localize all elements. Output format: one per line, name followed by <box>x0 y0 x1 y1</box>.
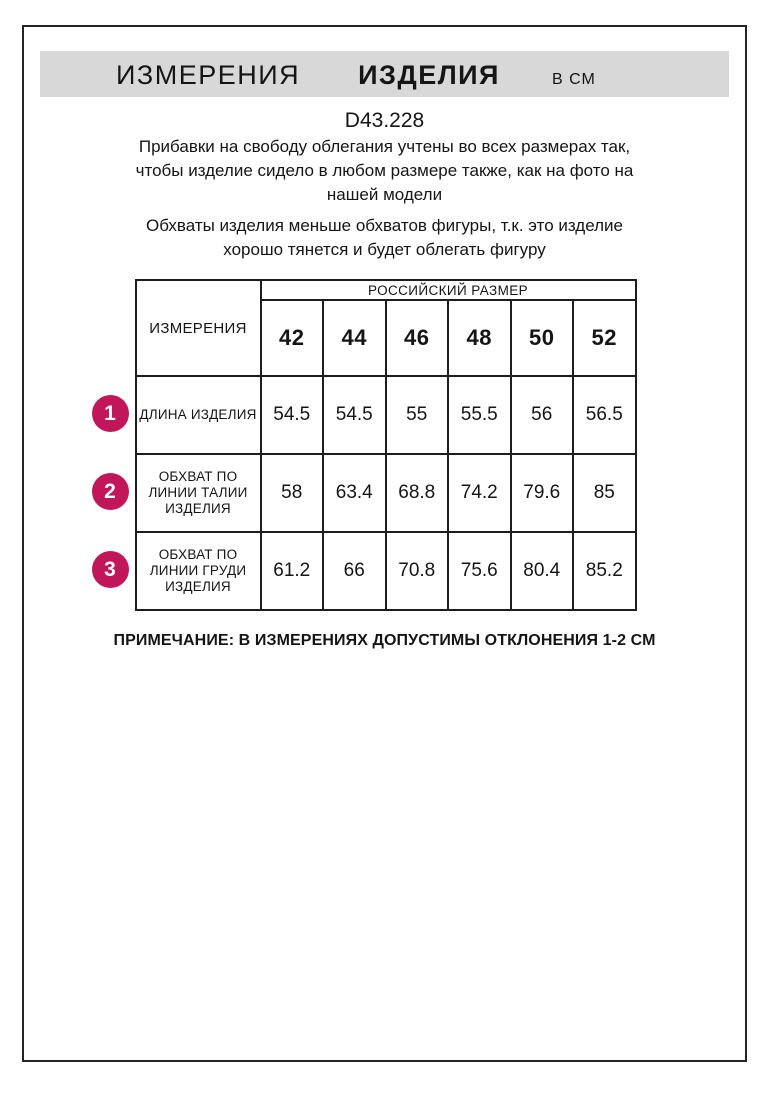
measurements-column-header: ИЗМЕРЕНИЯ <box>136 280 261 376</box>
page-border-frame <box>22 25 747 1062</box>
waist-value-52: 85 <box>573 454 636 532</box>
page-title-product: ИЗДЕЛИЯ <box>358 60 500 90</box>
row-number-badge-1: 1 <box>92 395 129 432</box>
length-value-44: 54.5 <box>323 376 386 454</box>
length-value-46: 55 <box>386 376 449 454</box>
waist-value-44: 63.4 <box>323 454 386 532</box>
size-header-42: 42 <box>261 300 324 376</box>
row-label-chest: ОБХВАТ ПО ЛИНИИ ГРУДИ ИЗДЕЛИЯ <box>136 532 261 610</box>
size-header-44: 44 <box>323 300 386 376</box>
waist-value-48: 74.2 <box>448 454 511 532</box>
length-value-48: 55.5 <box>448 376 511 454</box>
table-row-waist <box>136 454 636 532</box>
chest-value-46: 70.8 <box>386 532 449 610</box>
row-number-badge-2: 2 <box>92 473 129 510</box>
size-header-50: 50 <box>511 300 574 376</box>
chest-value-50: 80.4 <box>511 532 574 610</box>
row-number-badge-3: 3 <box>92 551 129 588</box>
size-table-wrapper <box>104 279 635 611</box>
table-row-length <box>136 376 636 454</box>
intro-paragraph-fit: Прибавки на свободу облегания учтены во всех размерах так, чтобы изделие сидело в любом размере также, как на фото на нашей модели <box>135 137 634 204</box>
chest-value-42: 61.2 <box>261 532 324 610</box>
waist-value-50: 79.6 <box>511 454 574 532</box>
tolerance-note: ПРИМЕЧАНИЕ: В ИЗМЕРЕНИЯХ ДОПУСТИМЫ ОТКЛОНЕНИЯ 1-2 СМ <box>113 632 656 649</box>
russian-size-header: РОССИЙСКИЙ РАЗМЕР <box>261 280 636 300</box>
size-header-48: 48 <box>448 300 511 376</box>
length-value-50: 56 <box>511 376 574 454</box>
table-row-chest <box>136 532 636 610</box>
chest-value-52: 85.2 <box>573 532 636 610</box>
size-table <box>135 279 637 611</box>
page-title-units: В СМ <box>551 71 596 88</box>
length-value-42: 54.5 <box>261 376 324 454</box>
waist-value-42: 58 <box>261 454 324 532</box>
waist-value-46: 68.8 <box>386 454 449 532</box>
page-title-bar <box>40 51 729 97</box>
row-label-length: ДЛИНА ИЗДЕЛИЯ <box>136 376 261 454</box>
intro-paragraph-stretch: Обхваты изделия меньше обхватов фигуры, т.к. это изделие хорошо тянется и будет облегать фигуру <box>146 216 623 259</box>
chest-value-44: 66 <box>323 532 386 610</box>
row-label-waist: ОБХВАТ ПО ЛИНИИ ТАЛИИ ИЗДЕЛИЯ <box>136 454 261 532</box>
size-header-52: 52 <box>573 300 636 376</box>
chest-value-48: 75.6 <box>448 532 511 610</box>
product-code: D43.228 <box>344 109 425 132</box>
page-title-measurements: ИЗМЕРЕНИЯ <box>116 60 301 90</box>
size-header-46: 46 <box>386 300 449 376</box>
length-value-52: 56.5 <box>573 376 636 454</box>
